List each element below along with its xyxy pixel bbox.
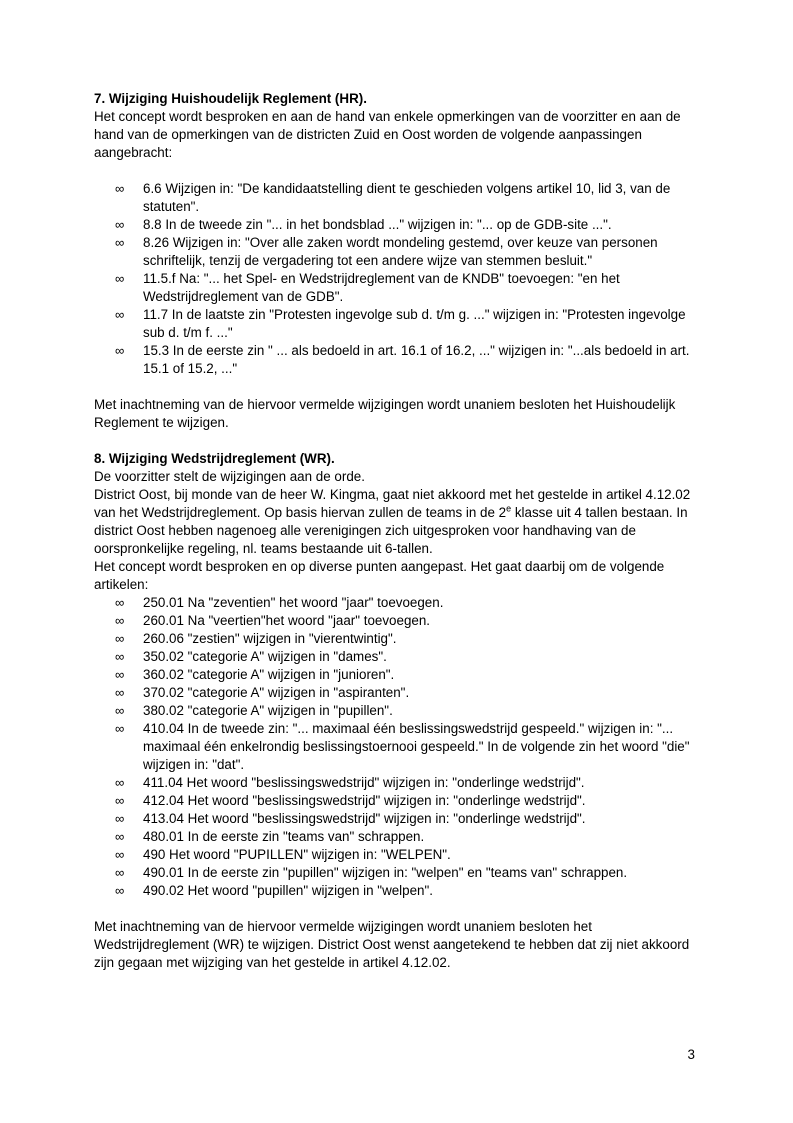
ordinal-superscript: e xyxy=(506,503,512,514)
infinity-bullet-icon: ∞ xyxy=(115,685,125,700)
list-item xyxy=(94,702,706,720)
section-8-para-3: Het concept wordt besproken en op diverse punten aangepast. Het gaat daarbij om de volgende artikelen: xyxy=(94,559,665,592)
list-item-text: 410.04 In de tweede zin: "... maximaal één beslissingswedstrijd gespeeld." wijzigen in: "... maximaal één enkelrondig beslissingstoernooi gespeeld." In de volgende zin het woord "die" wijzigen in: "dat". xyxy=(143,721,690,772)
list-item-text: 11.7 In de laatste zin "Protesten ingevolge sub d. t/m g. ..." wijzigen in: "Protesten ingevolge sub d. t/m f. ..." xyxy=(143,307,686,340)
infinity-bullet-icon: ∞ xyxy=(115,703,125,718)
infinity-bullet-icon: ∞ xyxy=(115,181,125,196)
list-item-text: 6.6 Wijzigen in: "De kandidaatstelling dient te geschieden volgens artikel 10, lid 3, van de statuten". xyxy=(143,181,671,214)
list-item-text: 260.06 "zestien" wijzigen in "vierentwintig". xyxy=(143,631,397,646)
list-item-text: 370.02 "categorie A" wijzigen in "aspiranten". xyxy=(143,685,410,700)
blank-line xyxy=(94,162,706,180)
section-8-para-1: De voorzitter stelt de wijzigingen aan de orde. xyxy=(94,469,365,484)
infinity-bullet-icon: ∞ xyxy=(115,649,125,664)
list-item xyxy=(94,630,706,648)
list-item xyxy=(94,684,706,702)
list-item xyxy=(94,648,706,666)
list-item-text: 15.3 In de eerste zin " ... als bedoeld in art. 16.1 of 16.2, ..." wijzigen in: "...als bedoeld in art. 15.1 of 15.2, ..." xyxy=(143,343,690,376)
section-8-para-2-text: District Oost, bij monde van de heer W. Kingma, gaat niet akkoord met het gestelde in artikel 4.12.02 van het Wedstrijdreglement. Op basis hiervan zullen de teams in de 2 xyxy=(94,487,691,520)
list-item xyxy=(94,774,706,792)
infinity-bullet-icon: ∞ xyxy=(115,631,125,646)
list-item-text: 490.02 Het woord "pupillen" wijzigen in "welpen". xyxy=(143,883,433,898)
infinity-bullet-icon: ∞ xyxy=(115,721,125,736)
list-item xyxy=(94,342,706,378)
infinity-bullet-icon: ∞ xyxy=(115,667,125,682)
document-content xyxy=(94,90,706,972)
list-item xyxy=(94,666,706,684)
section-8-para-2 xyxy=(94,486,706,558)
list-item xyxy=(94,234,706,270)
list-item-text: 412.04 Het woord "beslissingswedstrijd" wijzigen in: "onderlinge wedstrijd". xyxy=(143,793,586,808)
list-item-text: 250.01 Na "zeventien" het woord "jaar" toevoegen. xyxy=(143,595,444,610)
section-8-bullet-list xyxy=(94,594,706,900)
infinity-bullet-icon: ∞ xyxy=(115,271,125,286)
blank-line xyxy=(94,432,706,450)
infinity-bullet-icon: ∞ xyxy=(115,343,125,358)
section-8-para-2-text: klasse uit 4 tallen bestaan. In district Oost hebben nagenoeg alle verenigingen zich uitgesproken voor handhaving van de oorspronkelijke regeling, nl. teams bestaande uit 6-tallen. xyxy=(94,505,688,556)
blank-line xyxy=(94,378,706,396)
section-7-intro: Het concept wordt besproken en aan de hand van enkele opmerkingen van de voorzitter en aan de hand van de opmerkingen van de districten Zuid en Oost worden de volgende aanpassingen aangebracht: xyxy=(94,109,681,160)
list-item-text: 411.04 Het woord "beslissingswedstrijd" wijzigen in: "onderlinge wedstrijd". xyxy=(143,775,585,790)
list-item xyxy=(94,306,706,342)
section-7-heading: 7. Wijziging Huishoudelijk Reglement (HR). xyxy=(94,91,367,106)
list-item xyxy=(94,270,706,306)
list-item xyxy=(94,846,706,864)
list-item xyxy=(94,216,706,234)
list-item-text: 350.02 "categorie A" wijzigen in "dames". xyxy=(143,649,387,664)
list-item xyxy=(94,612,706,630)
list-item xyxy=(94,180,706,216)
infinity-bullet-icon: ∞ xyxy=(115,217,125,232)
list-item xyxy=(94,828,706,846)
infinity-bullet-icon: ∞ xyxy=(115,595,125,610)
infinity-bullet-icon: ∞ xyxy=(115,829,125,844)
section-7-closing: Met inachtneming van de hiervoor vermelde wijzigingen wordt unaniem besloten het Huishoudelijk Reglement te wijzigen. xyxy=(94,397,676,430)
section-7-bullet-list xyxy=(94,180,706,378)
infinity-bullet-icon: ∞ xyxy=(115,307,125,322)
list-item xyxy=(94,810,706,828)
list-item-text: 11.5.f Na: "... het Spel- en Wedstrijdreglement van de KNDB" toevoegen: "en het Wedstrijdreglement van de GDB". xyxy=(143,271,620,304)
list-item-text: 8.26 Wijzigen in: "Over alle zaken wordt mondeling gestemd, over keuze van personen schriftelijk, tenzij de vergadering tot een andere wijze van stemmen besluit." xyxy=(143,235,658,268)
infinity-bullet-icon: ∞ xyxy=(115,793,125,808)
page-number: 3 xyxy=(687,1047,695,1062)
list-item xyxy=(94,882,706,900)
list-item-text: 360.02 "categorie A" wijzigen in "junioren". xyxy=(143,667,395,682)
list-item-text: 260.01 Na "veertien"het woord "jaar" toevoegen. xyxy=(143,613,431,628)
infinity-bullet-icon: ∞ xyxy=(115,865,125,880)
list-item xyxy=(94,792,706,810)
section-8-heading: 8. Wijziging Wedstrijdreglement (WR). xyxy=(94,451,335,466)
infinity-bullet-icon: ∞ xyxy=(115,775,125,790)
section-8-closing: Met inachtneming van de hiervoor vermelde wijzigingen wordt unaniem besloten het Wedstrijdreglement (WR) te wijzigen. District Oost wenst aangetekend te hebben dat zij niet akkoord zijn gegaan met wijziging van het gestelde in artikel 4.12.02. xyxy=(94,919,690,970)
list-item-text: 490 Het woord "PUPILLEN" wijzigen in: "WELPEN". xyxy=(143,847,451,862)
list-item xyxy=(94,720,706,774)
infinity-bullet-icon: ∞ xyxy=(115,235,125,250)
infinity-bullet-icon: ∞ xyxy=(115,847,125,862)
list-item-text: 8.8 In de tweede zin "... in het bondsblad ..." wijzigen in: "... op de GDB-site ...". xyxy=(143,217,612,232)
list-item xyxy=(94,864,706,882)
list-item xyxy=(94,594,706,612)
infinity-bullet-icon: ∞ xyxy=(115,811,125,826)
list-item-text: 413.04 Het woord "beslissingswedstrijd" wijzigen in: "onderlinge wedstrijd". xyxy=(143,811,586,826)
infinity-bullet-icon: ∞ xyxy=(115,883,125,898)
blank-line xyxy=(94,900,706,918)
list-item-text: 490.01 In de eerste zin "pupillen" wijzigen in: "welpen" en "teams van" schrappen. xyxy=(143,865,628,880)
infinity-bullet-icon: ∞ xyxy=(115,613,125,628)
list-item-text: 480.01 In de eerste zin "teams van" schrappen. xyxy=(143,829,425,844)
list-item-text: 380.02 "categorie A" wijzigen in "pupillen". xyxy=(143,703,393,718)
